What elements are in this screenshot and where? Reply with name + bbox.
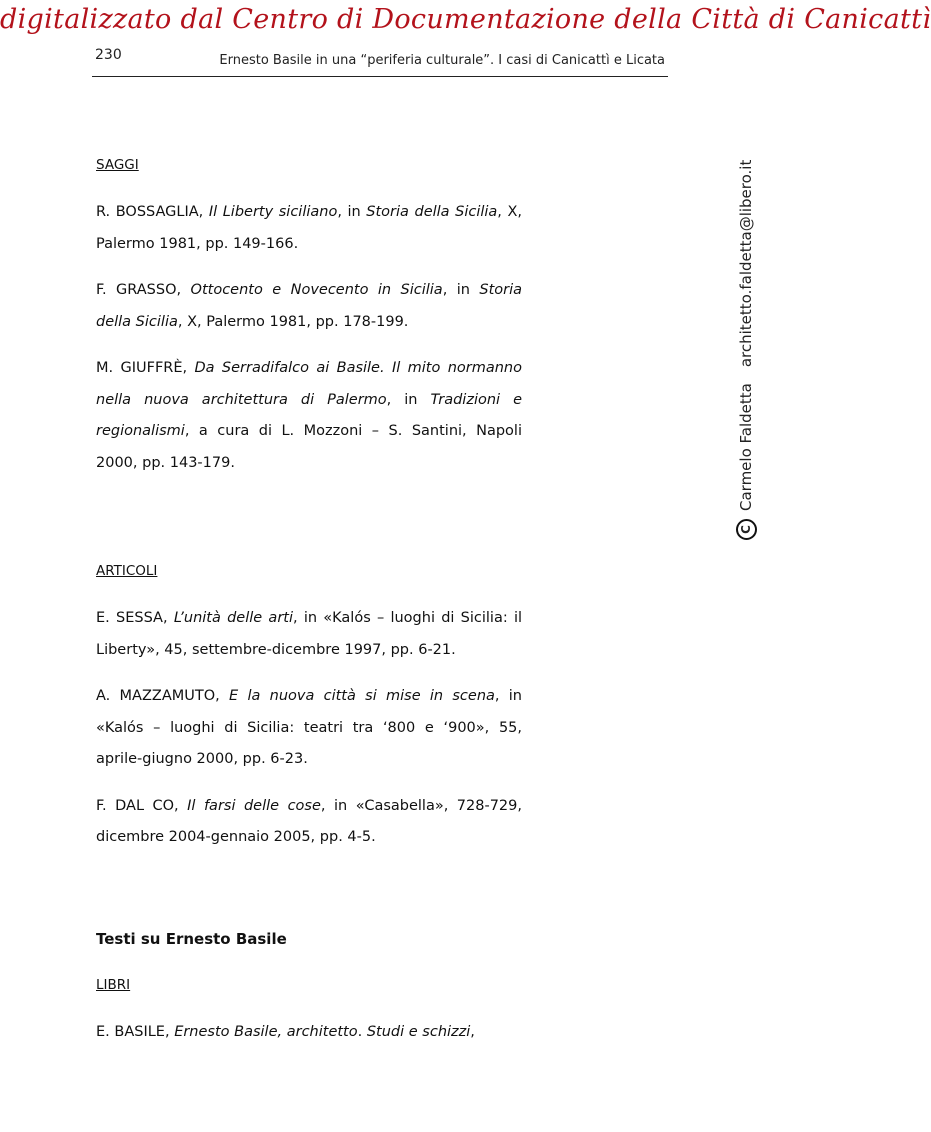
- entry-work: Tradizioni e regionalismi: [96, 391, 522, 439]
- entry-author: E. BASILE,: [96, 1024, 170, 1040]
- bibliography-entry: [96, 275, 522, 338]
- entry-title: Il Liberty siciliano: [208, 204, 338, 220]
- entry-author: M. GIUFFRÈ,: [96, 360, 188, 376]
- section-heading-saggi: SAGGI: [96, 157, 139, 173]
- digitization-banner: digitalizzato dal Centro di Documentazione della Città di Canicattì: [0, 4, 931, 35]
- entry-connector: , in: [386, 391, 431, 408]
- running-title: Ernesto Basile in una “periferia culturale”. I casi di Canicattì e Licata: [219, 53, 665, 68]
- entry-author: A. MAZZAMUTO,: [96, 688, 220, 704]
- bibliography-entry: [96, 681, 522, 776]
- entry-details: , X, Palermo 1981, pp. 178-199.: [177, 313, 409, 330]
- watermark-author: Carmelo Faldetta: [737, 383, 755, 511]
- entry-connector: , in: [337, 204, 367, 220]
- page-number: 230: [95, 47, 122, 63]
- section-heading-libri: LIBRI: [96, 977, 131, 993]
- entry-author: F. GRASSO,: [96, 282, 182, 298]
- entry-title: E la nuova città si mise in scena: [229, 688, 495, 704]
- bibliography-entry: [96, 353, 522, 479]
- entry-details: , in «Casabella», 728-729, dicembre 2004-gennaio 2005, pp. 4-5.: [96, 797, 522, 845]
- copyright-watermark: [736, 160, 757, 540]
- bibliography-entry: [96, 197, 522, 260]
- entry-details: , X, Palermo 1981, pp. 149-166.: [96, 204, 523, 252]
- entry-title: Ernesto Basile, architetto: [174, 1024, 358, 1040]
- bibliography-entry: [96, 791, 522, 854]
- entry-details: , in «Kalós – luoghi di Sicilia: teatri tra ‘800 e ‘900», 55, aprile-giugno 2000, pp. 6-23.: [96, 688, 522, 767]
- header-rule: [92, 76, 668, 77]
- entry-connector: .: [357, 1024, 367, 1040]
- entry-title: Ottocento e Novecento in Sicilia: [190, 282, 443, 298]
- entry-title: Da Serradifalco ai Basile. Il mito normanno nella nuova architettura di Palermo: [96, 360, 522, 408]
- entry-work: Studi e schizzi: [366, 1024, 471, 1040]
- copyright-icon: C: [736, 519, 757, 540]
- watermark-email: architetto.faldetta@libero.it: [737, 159, 755, 368]
- bibliography-entry: [96, 603, 522, 666]
- entry-author: F. DAL CO,: [96, 797, 179, 814]
- bibliography-content: [96, 150, 522, 1064]
- entry-author: E. SESSA,: [96, 610, 168, 626]
- entry-work: Storia della Sicilia: [366, 204, 498, 220]
- section-spacer: [96, 494, 522, 556]
- entry-details: ,: [470, 1024, 475, 1040]
- entry-title: Il farsi delle cose: [187, 797, 321, 814]
- bibliography-entry: [96, 1017, 522, 1049]
- section-spacer: [96, 869, 522, 924]
- section-heading-articoli: ARTICOLI: [96, 563, 158, 579]
- entry-author: R. BOSSAGLIA,: [96, 204, 204, 220]
- entry-details: , in «Kalós – luoghi di Sicilia: il Liberty», 45, settembre-dicembre 1997, pp. 6-21.: [96, 610, 523, 658]
- entry-connector: , in: [442, 282, 480, 298]
- entry-details: , a cura di L. Mozzoni – S. Santini, Napoli 2000, pp. 143-179.: [96, 423, 522, 471]
- entry-work: Storia della Sicilia: [96, 282, 523, 330]
- entry-title: L’unità delle arti: [173, 610, 293, 626]
- section-heading-testi: Testi su Ernesto Basile: [96, 929, 287, 948]
